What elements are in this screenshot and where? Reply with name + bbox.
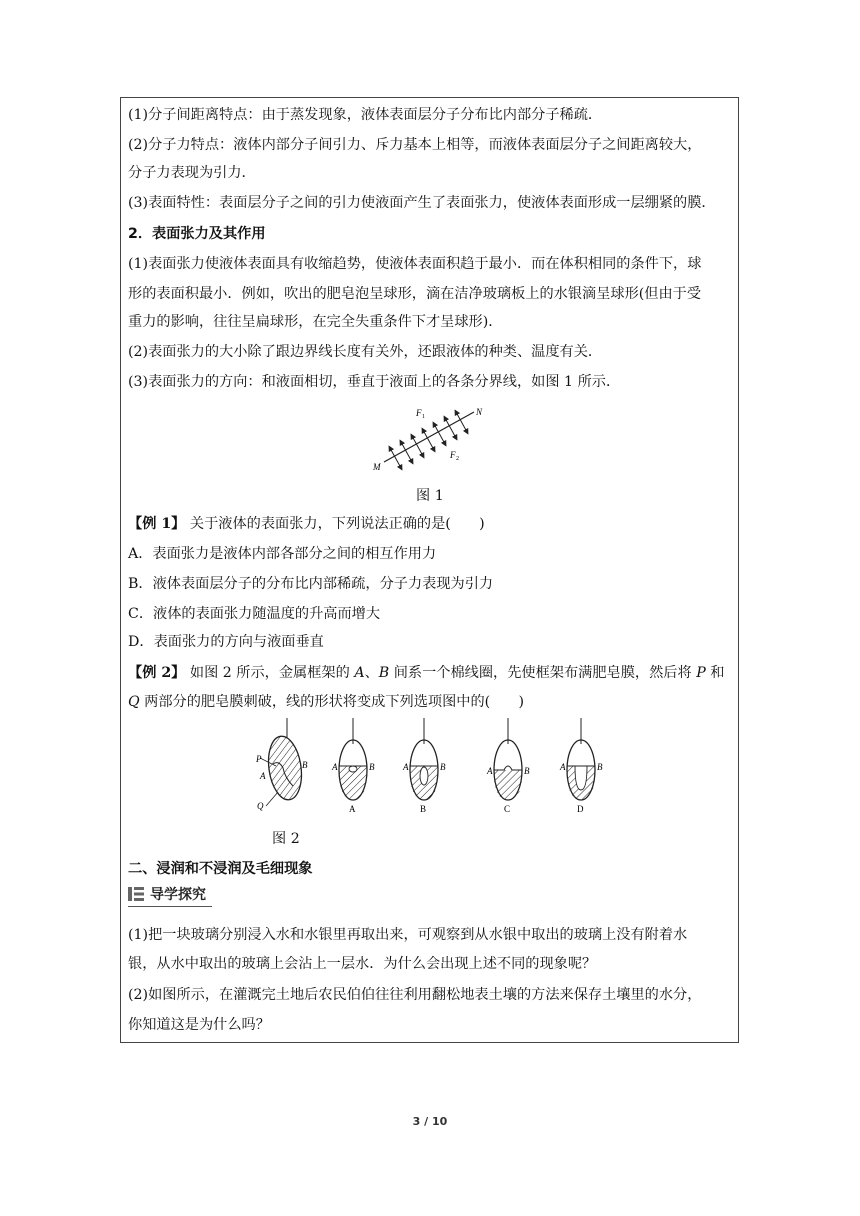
fig2-label-A: A [260,771,266,781]
text-line: (2)分子力特点：液体内部分子间引力、斥力基本上相等，而液体表面层分子之间距离较大， [128,137,702,153]
text-line: 形的表面积最小．例如，吹出的肥皂泡呈球形，滴在洁净玻璃板上的水银滴呈球形(但由于受 [128,286,702,302]
list-icon [128,887,144,901]
var-Q: Q [128,694,140,710]
example-1-question [128,514,734,534]
guided-inquiry-tag [128,883,206,905]
example-1-tag: 【例 1】 [128,516,186,532]
label-F2: F [450,450,456,460]
label-M: M [373,462,381,472]
text-line: (2)表面张力的大小除了跟边界线长度有关外，还跟液体的种类、温度有关． [128,344,603,360]
option-c-label: C [504,804,511,814]
inquiry-line: 银，从水中取出的玻璃上会沾上一层水．为什么会出现上述不同的现象呢？ [128,956,597,972]
subheading: 2．表面张力及其作用 [128,226,266,242]
figure-1-caption: 图 1 [416,488,444,504]
page-number: 3 / 10 [412,1115,448,1128]
inquiry-line: (2)如图所示，在灌溉完土地后农民伯伯往往利用翻松地表土壤的方法来保存土壤里的水分， [128,987,702,1003]
var-B: B [378,665,390,681]
option-a-label: A [349,804,356,814]
svg-text:A: A [332,762,338,772]
example-2-text: 和 [705,665,725,681]
svg-text:B: B [524,766,530,776]
option-d-label: D [577,804,584,814]
label-F1-sub: 1 [422,414,425,420]
option-b-label: B [420,804,427,814]
svg-text:A: A [403,762,409,772]
example-2-text: 两部分的肥皂膜刺破，线的形状将变成下列选项图中的( ) [139,694,525,710]
option-a: A．表面张力是液体内部各部分之间的相互作用力 [128,546,437,562]
label-F1: F [416,408,422,418]
text-line: 重力的影响，往往呈扁球形，在完全失重条件下才呈球形)． [128,314,503,330]
fig2-label-P: P [256,754,262,764]
example-2-question-line-2 [128,692,734,712]
fig2-label-B: B [302,760,308,770]
option-d-illustration [567,718,595,800]
option-c-illustration [494,718,522,800]
text-line: 分子力表现为引力． [128,165,256,181]
inquiry-line: 你知道这是为什么吗？ [128,1017,270,1033]
figure-2-caption: 图 2 [272,831,300,847]
example-2-tag: 【例 2】 [128,665,186,681]
guided-inquiry-label: 导学探究 [150,887,206,903]
svg-text:B: B [369,762,375,772]
var-A: A [354,665,365,681]
var-P: P [696,665,706,681]
tag-underline [128,906,212,907]
example-1-text: 关于液体的表面张力，下列说法正确的是( ) [189,516,485,532]
figure-1-diagram [370,402,500,474]
example-2-text: 如图 2 所示，金属框架的 [189,665,355,681]
separator: 、 [364,665,379,681]
option-b: B．液体表面层分子的分布比内部稀疏，分子力表现为引力 [128,576,494,592]
example-2-text: 间系一个棉线圈，先使框架布满肥皂膜，然后将 [389,665,697,681]
fig2-label-Q: Q [257,801,264,811]
example-2-question-line-1 [128,663,734,683]
inquiry-line: (1)把一块玻璃分别浸入水和水银里再取出来，可观察到从水银中取出的玻璃上没有附着水 [128,927,688,943]
option-a-illustration [339,718,367,800]
text-line: (1)分子间距离特点：由于蒸发现象，液体表面层分子分布比内部分子稀疏． [128,107,603,123]
label-F2-sub: 2 [456,456,459,462]
label-N: N [476,407,483,417]
svg-text:A: A [560,762,566,772]
option-b-illustration [410,718,438,800]
svg-text:B: B [440,762,446,772]
text-line: (3)表面张力的方向：和液面相切，垂直于液面上的各条分界线，如图 1 所示． [128,374,621,390]
section-2-title: 二、浸润和不浸润及毛细现象 [128,861,313,877]
option-d: D．表面张力的方向与液面垂直 [128,634,324,650]
figure-2-diagram [248,716,608,820]
text-line: (1)表面张力使液体表面具有收缩趋势，使液体表面积趋于最小．而在体积相同的条件下，球 [128,256,702,272]
option-c: C．液体的表面张力随温度的升高而增大 [128,606,381,622]
svg-text:B: B [597,762,603,772]
text-line: (3)表面特性：表面层分子之间的引力使液面产生了表面张力，使液体表面形成一层绷紧的膜． [128,195,716,211]
main-frame-illustration [260,718,305,806]
svg-text:A: A [487,766,493,776]
